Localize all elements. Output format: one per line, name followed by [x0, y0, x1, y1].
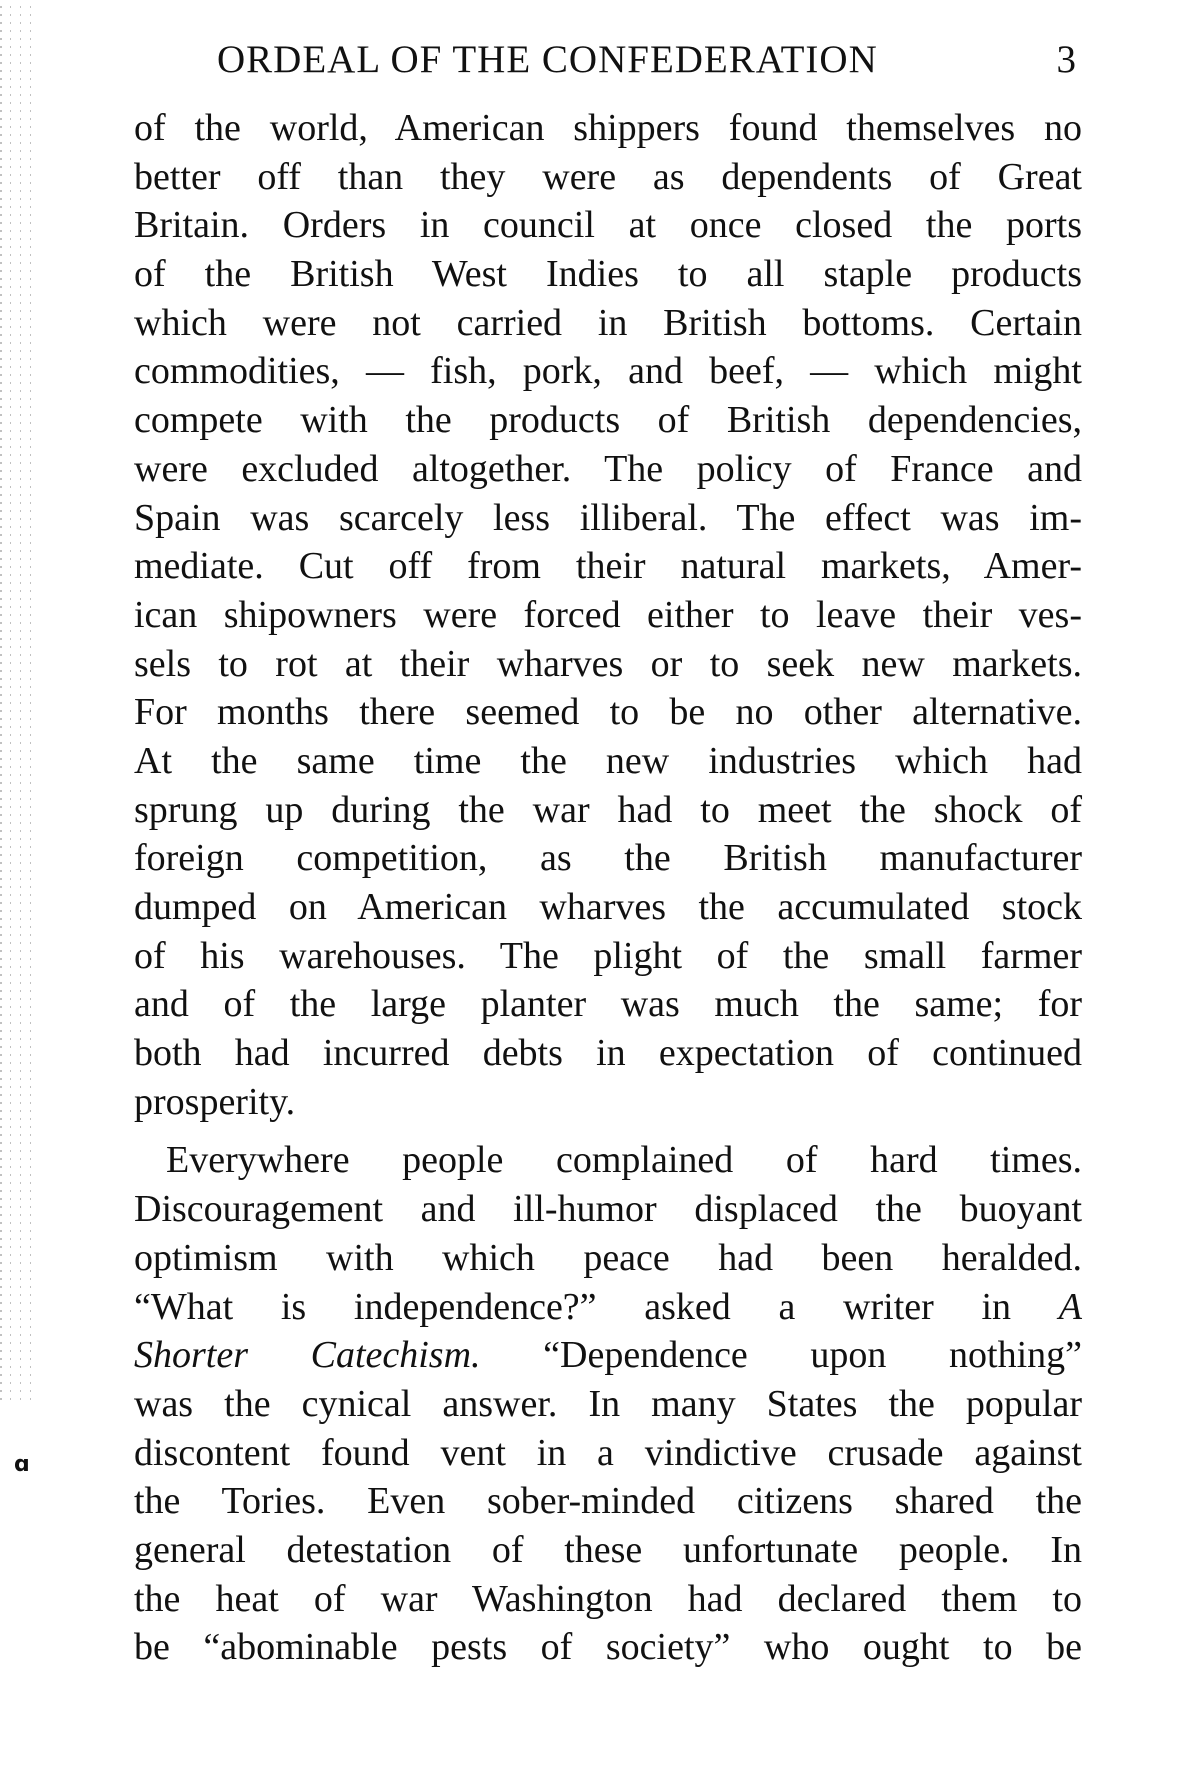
text-line: For months there seemed to be no other alternative. — [134, 691, 1082, 734]
body-text — [134, 104, 1082, 1672]
text-line: Everywhere people complained of hard times. — [166, 1139, 1082, 1182]
text-line: optimism with which peace had been heralded. — [134, 1236, 1082, 1279]
page-number: 3 — [1056, 37, 1077, 81]
answer-quote: “Dependence upon nothing” — [480, 1334, 1082, 1377]
quote-text: “What is independence?” asked a writer in — [134, 1285, 1059, 1328]
text-line: be “abominable pests of society” who ought to be — [134, 1626, 1082, 1669]
text-line: Discouragement and ill-humor displaced the buoyant — [134, 1188, 1082, 1231]
text-line: sprung up during the war had to meet the shock of — [134, 788, 1082, 831]
text-line: Spain was scarcely less illiberal. The effect was im- — [134, 496, 1082, 539]
text-line: the heat of war Washington had declared them to — [134, 1577, 1082, 1620]
text-line: were excluded altogether. The policy of France and — [134, 447, 1082, 490]
text-line: compete with the products of British dependencies, — [134, 399, 1082, 442]
text-line: both had incurred debts in expectation of continued — [134, 1032, 1082, 1075]
text-line: Britain. Orders in council at once closed the ports — [134, 204, 1082, 247]
text-line: foreign competition, as the British manufacturer — [134, 837, 1082, 880]
binding-gutter — [0, 0, 48, 1400]
text-line: prosperity. — [134, 1080, 296, 1123]
margin-mark: ɑ — [14, 1452, 30, 1477]
running-header — [217, 34, 1077, 84]
text-line: of the world, American shippers found themselves no — [134, 107, 1082, 149]
paragraph-gap — [134, 1126, 1082, 1136]
quote-line — [134, 1283, 1082, 1332]
text-line: ican shipowners were forced either to leave their ves- — [134, 593, 1082, 636]
paragraph-1 — [134, 104, 1082, 1126]
italic-title: Shorter Catechism. — [134, 1334, 481, 1377]
text-line: better off than they were as dependents of Great — [134, 155, 1082, 198]
text-line: and of the large planter was much the same; for — [134, 983, 1082, 1026]
text-line: mediate. Cut off from their natural markets, Amer- — [134, 545, 1082, 588]
italic-title-start: A — [1058, 1285, 1082, 1328]
text-line: dumped on American wharves the accumulated stock — [134, 886, 1082, 928]
text-line: which were not carried in British bottoms. Certain — [134, 301, 1082, 344]
text-line: general detestation of these unfortunate people. In — [134, 1528, 1082, 1571]
text-line: of his warehouses. The plight of the small farmer — [134, 934, 1082, 977]
text-line: of the British West Indies to all staple products — [134, 253, 1082, 296]
paragraph-2 — [134, 1136, 1082, 1672]
text-line: sels to rot at their wharves or to seek new markets. — [134, 642, 1082, 685]
text-line: At the same time the new industries which had — [134, 739, 1082, 782]
text-line: discontent found vent in a vindictive crusade against — [134, 1431, 1082, 1474]
title-line — [134, 1331, 1082, 1380]
text-line: commodities, — fish, pork, and beef, — which might — [134, 350, 1082, 393]
text-line: the Tories. Even sober-minded citizens shared the — [134, 1480, 1082, 1523]
running-title: ORDEAL OF THE CONFEDERATION — [217, 37, 878, 81]
text-line: was the cynical answer. In many States the popular — [134, 1382, 1082, 1425]
